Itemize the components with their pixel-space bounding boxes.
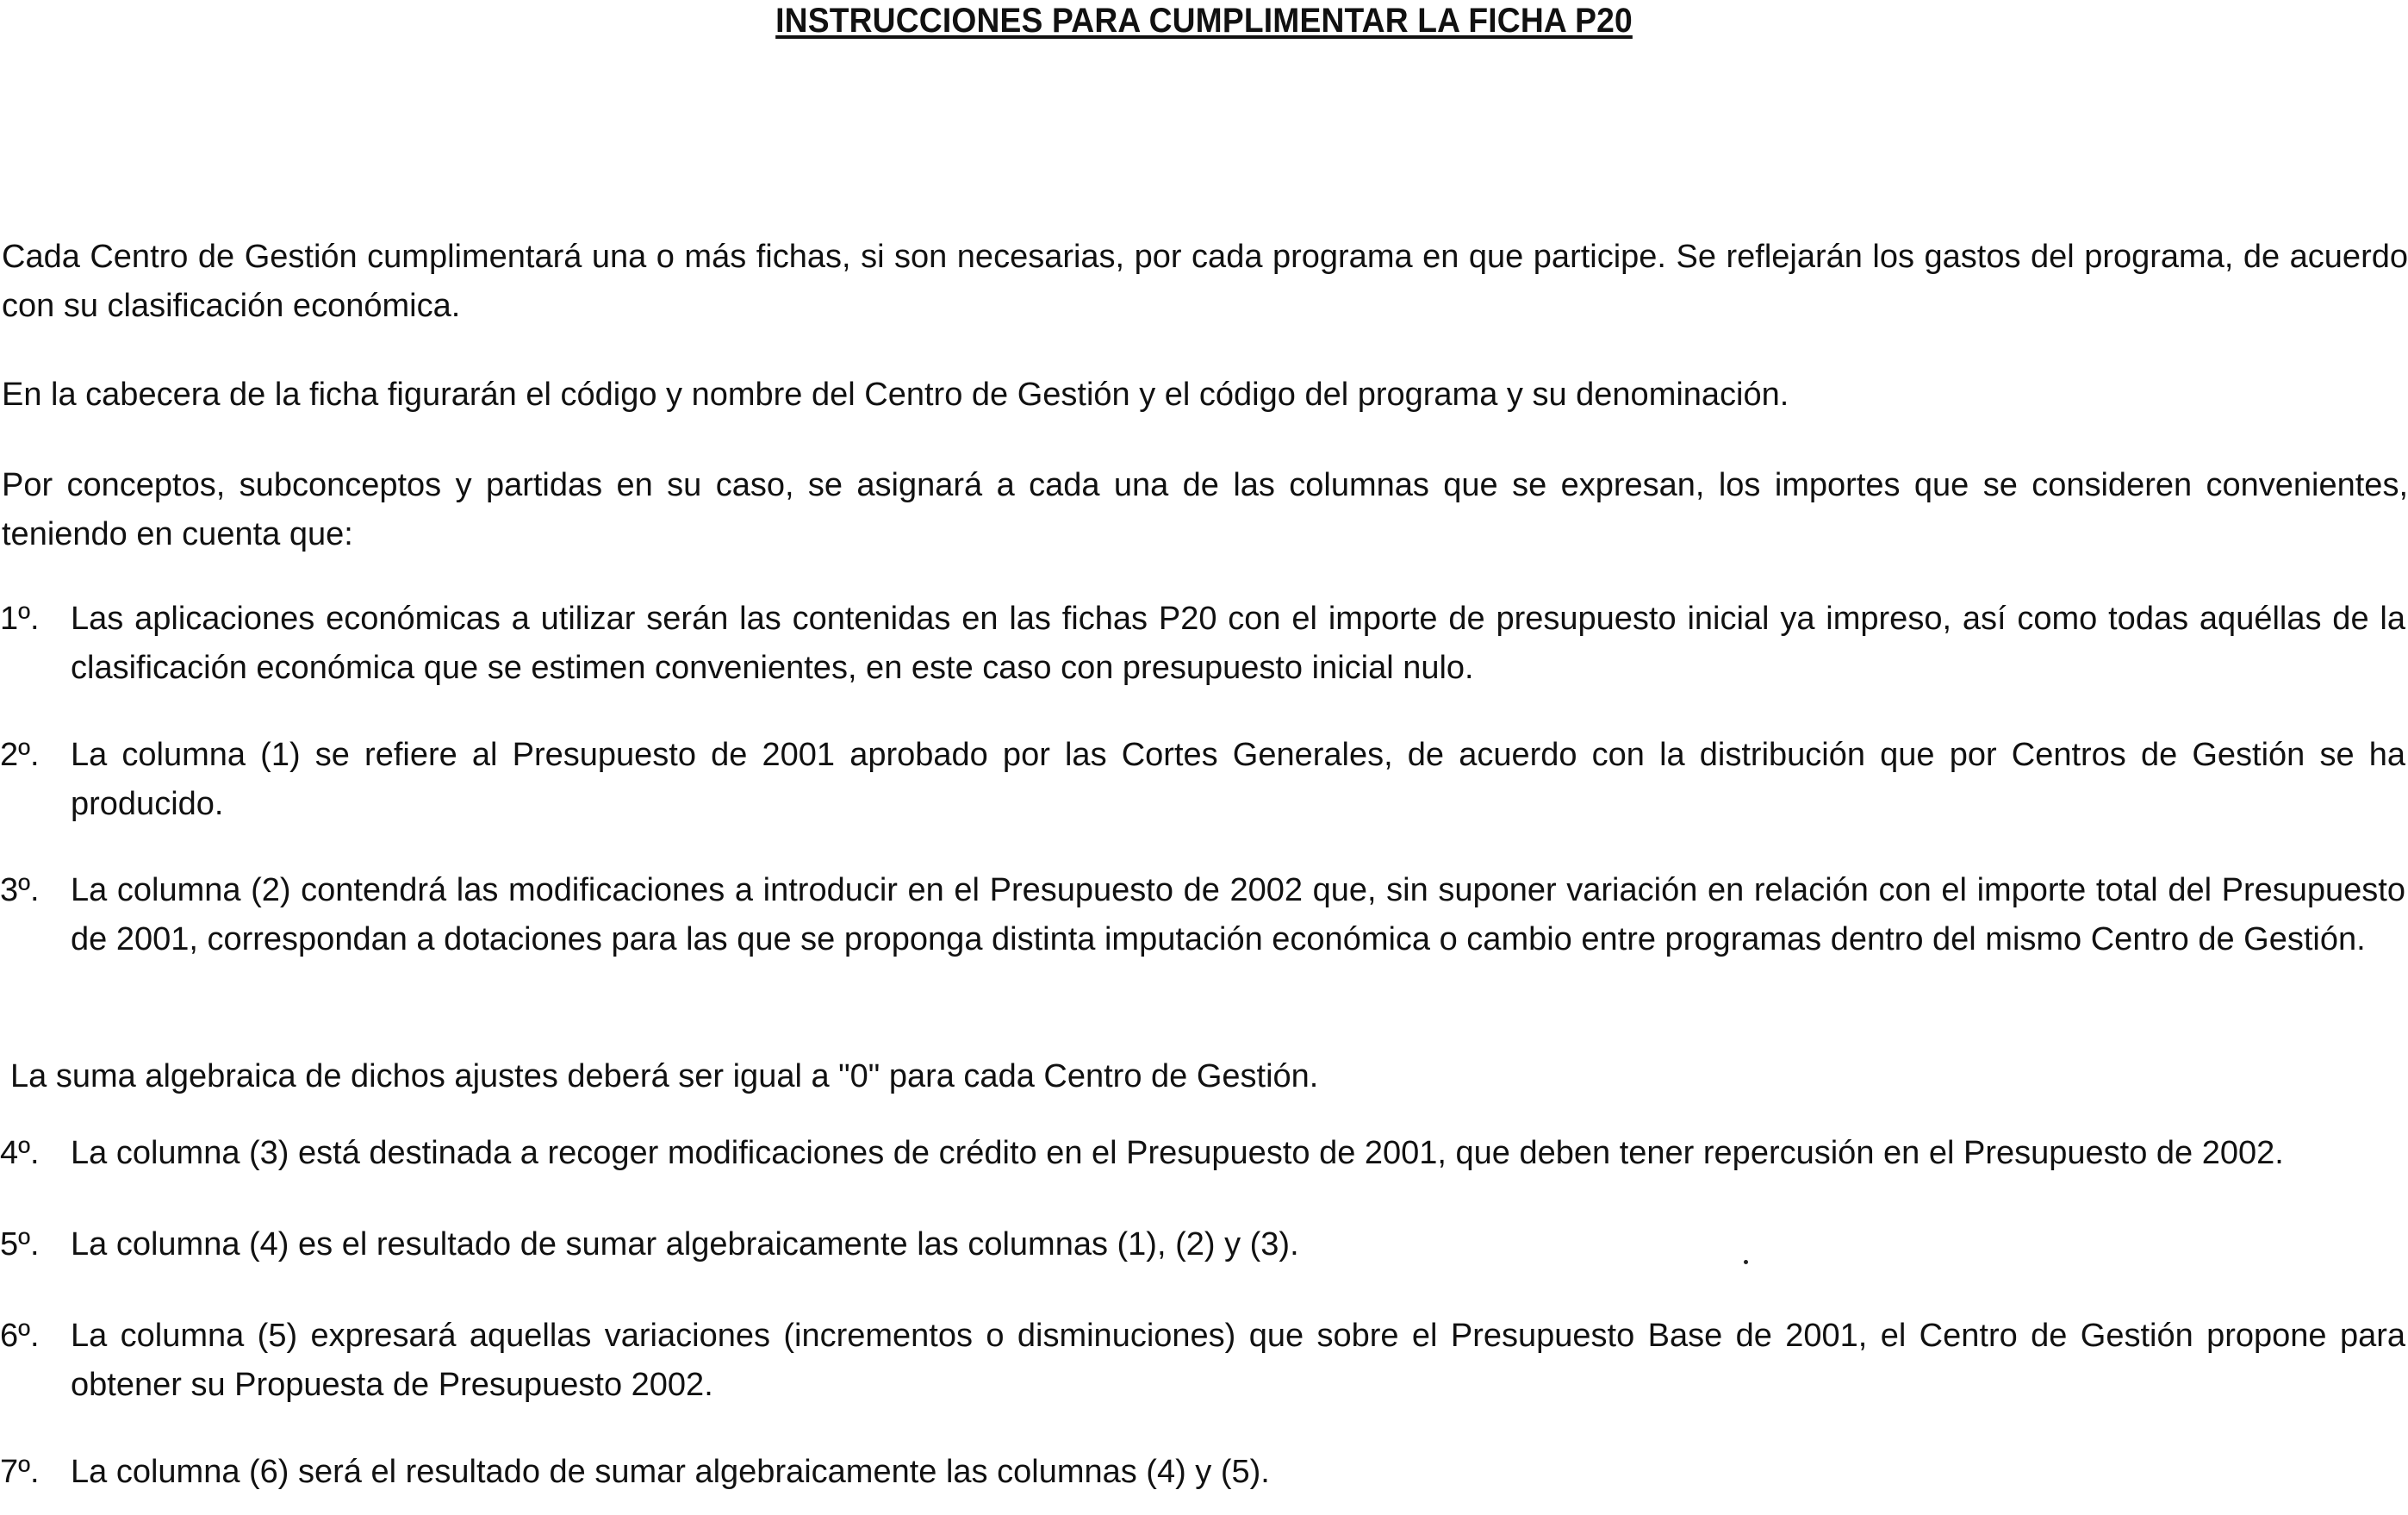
list-item-text: La columna (5) expresará aquellas variaciones (incrementos o disminuciones) que sobre el Presupuesto Base de 2001, el Centro de Gestión propone para obtener su Propuesta de Presupuesto 2002. (71, 1318, 2405, 1403)
paragraph-concepts: Por conceptos, subconceptos y partidas en su caso, se asignará a cada una de las columnas que se expresan, los importes que se consideren convenientes, teniendo en cuenta que: (2, 467, 2408, 552)
paragraph-sum-note: La suma algebraica de dichos ajustes deberá ser igual a "0" para cada Centro de Gestión. (10, 1058, 1319, 1094)
list-item-number: 3º. (0, 872, 40, 908)
scan-speck (1744, 1260, 1748, 1264)
list-item-text: Las aplicaciones económicas a utilizar serán las contenidas en las fichas P20 con el importe de presupuesto inicial ya impreso, así como todas aquéllas de la clasificación económica que se estimen convenientes, en este caso con presupuesto inicial nulo. (71, 601, 2405, 686)
list-item-number: 5º. (0, 1226, 40, 1262)
list-item-number: 6º. (0, 1318, 40, 1354)
document-title: INSTRUCCIONES PARA CUMPLIMENTAR LA FICHA P20 (775, 2, 1633, 40)
list-item-text: La columna (3) está destinada a recoger modificaciones de crédito en el Presupuesto de 2001, que deben tener repercusión en el Presupuesto de 2002. (71, 1135, 2284, 1171)
list-item-text: La columna (1) se refiere al Presupuesto de 2001 aprobado por las Cortes Generales, de acuerdo con la distribución que por Centros de Gestión se ha producido. (71, 737, 2405, 822)
list-item-number: 7º. (0, 1454, 40, 1490)
list-item-text: La columna (4) es el resultado de sumar algebraicamente las columnas (1), (2) y (3). (71, 1226, 1299, 1262)
list-item-text: La columna (2) contendrá las modificaciones a introducir en el Presupuesto de 2002 que, sin suponer variación en relación con el importe total del Presupuesto de 2001, correspondan a dotaciones para las que se proponga distinta imputación económica o cambio entre programas dentro del mismo Centro de Gestión. (71, 872, 2405, 957)
list-item-number: 2º. (0, 737, 40, 773)
list-item-number: 1º. (0, 601, 40, 637)
paragraph-intro: Cada Centro de Gestión cumplimentará una o más fichas, si son necesarias, por cada programa en que participe. Se reflejarán los gastos del programa, de acuerdo con su clasificación económica. (2, 239, 2408, 324)
list-item-number: 4º. (0, 1135, 40, 1171)
paragraph-header: En la cabecera de la ficha figurarán el código y nombre del Centro de Gestión y el código del programa y su denominación. (2, 377, 1789, 413)
list-item-text: La columna (6) será el resultado de sumar algebraicamente las columnas (4) y (5). (71, 1454, 1270, 1490)
